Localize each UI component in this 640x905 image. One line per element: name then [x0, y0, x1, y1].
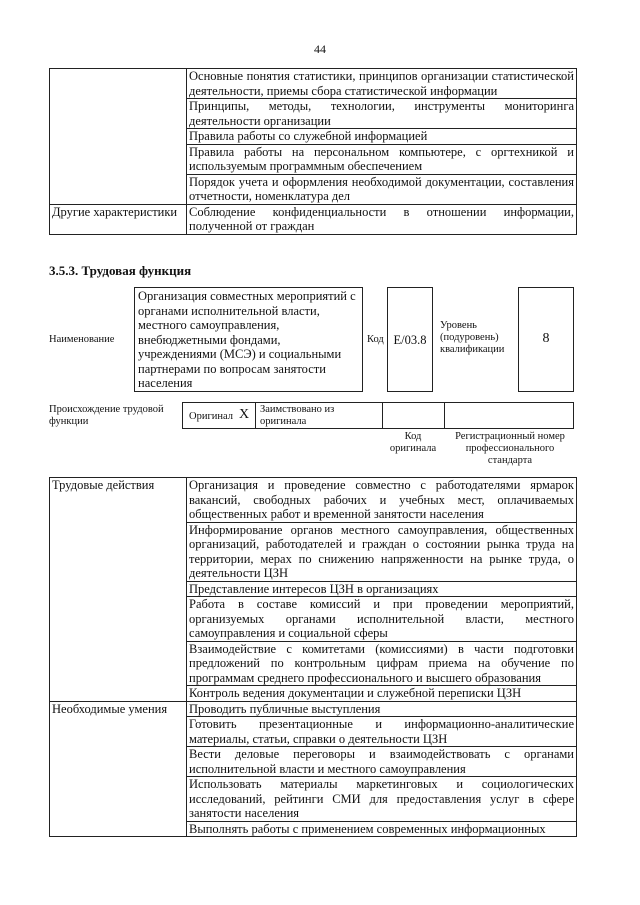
table-cell: Информирование органов местного самоуправления, общественных организаций, работодателей и граждан о состоянии рынка труда на территории, мерах по снижению напряженности на рынке труда, о деятельности ЦЗН [187, 522, 577, 581]
row-label: Трудовые действия [50, 478, 187, 702]
original-mark: X [239, 407, 250, 422]
table-row [50, 69, 577, 99]
original-label: Оригинал [189, 411, 233, 422]
row-label: Другие характеристики [50, 204, 187, 234]
knowledge-table [49, 68, 577, 235]
table-cell: Организация и проведение совместно с работодателями ярмарок вакансий, свободных рабочих и учебных мест, оплачиваемых общественных работ и временной занятости населения [187, 478, 577, 523]
divider [382, 403, 383, 428]
table-cell: Контроль ведения документации и служебной переписки ЦЗН [187, 686, 577, 702]
table-cell: Правила работы на персональном компьютере, с оргтехникой и используемым программным обеспечением [187, 144, 577, 174]
table-row [50, 204, 577, 234]
code-value: E/03.8 [393, 333, 427, 347]
table-row [50, 701, 577, 717]
table-cell-left [50, 69, 187, 205]
table-cell: Выполнять работы с применением современных информационных [187, 821, 577, 837]
table-cell: Правила работы со служебной информацией [187, 129, 577, 145]
table-cell: Работа в составе комиссий и при проведении мероприятий, организуемых органами исполнительной власти, местного самоуправления и социальной сферы [187, 597, 577, 642]
function-name: Организация совместных мероприятий с органами исполнительной власти, местного самоуправления, внебюджетными фондами, учреждениями (МСЭ) и социальными партнерами по вопросам занятости населения [138, 289, 356, 390]
level-value: 8 [542, 331, 550, 346]
name-label: Наименование [49, 334, 115, 345]
page-number: 44 [314, 42, 326, 56]
actions-table [49, 477, 577, 837]
level-label: Уровень (подуровень) квалификации [440, 320, 505, 355]
origin-box [182, 402, 574, 429]
section-title: 3.5.3. Трудовая функция [49, 263, 192, 278]
table-cell: Основные понятия статистики, принципов организации статистической деятельности, приемы сбора статистической информации [187, 69, 577, 99]
code-label: Код [367, 334, 384, 345]
code-original-caption: Код оригинала [389, 431, 437, 454]
table-cell: Проводить публичные выступления [187, 701, 577, 717]
code-box [387, 287, 433, 392]
table-cell: Использовать материалы маркетинговых и социологических исследований, рейтинги СМИ для предоставления услуг в сфере занятости населения [187, 777, 577, 822]
table-cell: Порядок учета и оформления необходимой документации, составления отчетности, номенклатура дел [187, 174, 577, 204]
table-cell: Взаимодействие с комитетами (комиссиями) в части подготовки предложений по контрольным цифрам приема на обучение по программам среднего профессионального и высшего образования [187, 641, 577, 686]
table-row [50, 478, 577, 523]
table-cell: Вести деловые переговоры и взаимодействовать с органами исполнительной власти и местного самоуправления [187, 747, 577, 777]
divider [255, 403, 256, 428]
borrowed-label: Заимствовано из оригинала [260, 404, 335, 427]
table-cell: Представление интересов ЦЗН в организациях [187, 581, 577, 597]
table-cell: Готовить презентационные и информационно-аналитические материалы, статьи, справки о деятельности ЦЗН [187, 717, 577, 747]
level-box [518, 287, 574, 392]
function-name-box [134, 287, 363, 392]
divider [444, 403, 445, 428]
table-cell: Принципы, методы, технологии, инструменты мониторинга деятельности организации [187, 99, 577, 129]
table-cell: Соблюдение конфиденциальности в отношении информации, полученной от граждан [187, 204, 577, 234]
reg-number-caption: Регистрационный номер профессионального стандарта [455, 431, 565, 466]
row-label: Необходимые умения [50, 701, 187, 837]
origin-label: Происхождение трудовой функции [49, 404, 164, 427]
